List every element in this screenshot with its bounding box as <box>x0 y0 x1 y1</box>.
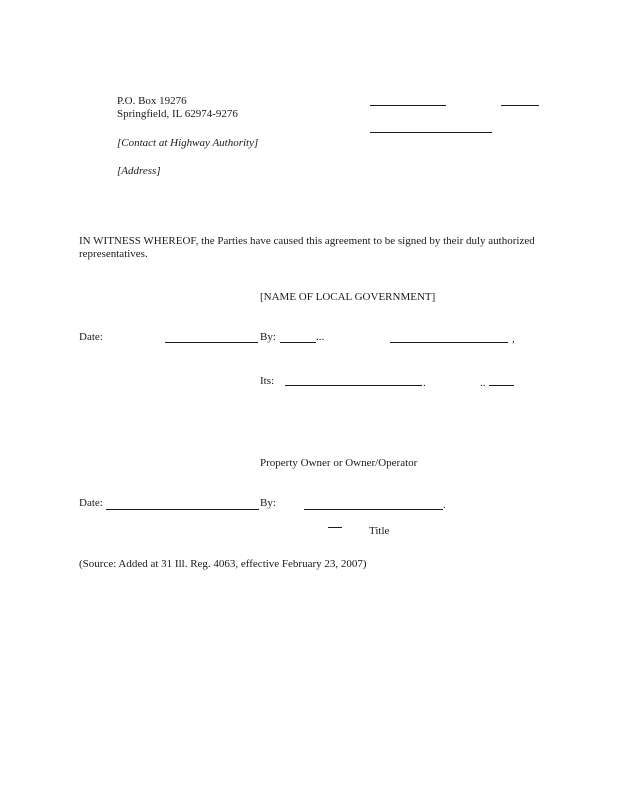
owner-heading: Property Owner or Owner/Operator <box>260 457 418 469</box>
owner-by-label: By: <box>260 497 276 509</box>
address-placeholder: [Address] <box>117 165 161 177</box>
local-gov-name-line <box>390 342 508 343</box>
local-gov-its-trailing-line <box>489 385 514 386</box>
source-note: (Source: Added at 31 Ill. Reg. 4063, effective February 23, 2007) <box>79 558 367 570</box>
city-state-zip: Springfield, IL 62974-9276 <box>117 108 238 120</box>
owner-title-dash <box>328 527 342 528</box>
local-gov-date-line <box>165 342 258 343</box>
local-gov-its-label: Its: <box>260 375 275 387</box>
local-gov-by-label: By: <box>260 331 276 343</box>
local-gov-by-dots: ... <box>316 331 325 343</box>
local-gov-its-trailing-mark: .. <box>480 377 486 389</box>
owner-title-label: Title <box>369 525 390 537</box>
local-gov-date-label: Date: <box>79 331 103 343</box>
local-government-heading: [NAME OF LOCAL GOVERNMENT] <box>260 291 436 303</box>
local-gov-its-line <box>285 385 422 386</box>
local-gov-trailing-mark: , <box>512 333 515 345</box>
local-gov-its-dot: . <box>423 377 426 389</box>
owner-by-line <box>304 509 443 510</box>
local-gov-by-line <box>280 342 316 343</box>
owner-date-line <box>106 509 259 510</box>
top-date-line <box>501 105 539 106</box>
owner-by-trailing-mark: . <box>443 499 446 511</box>
owner-date-label: Date: <box>79 497 103 509</box>
contact-placeholder: [Contact at Highway Authority] <box>117 137 259 149</box>
top-signature-line <box>370 105 446 106</box>
po-box: P.O. Box 19276 <box>117 95 187 107</box>
top-second-line <box>370 132 492 133</box>
witness-clause: IN WITNESS WHEREOF, the Parties have caused this agreement to be signed by their duly authorized representatives. <box>79 235 535 260</box>
